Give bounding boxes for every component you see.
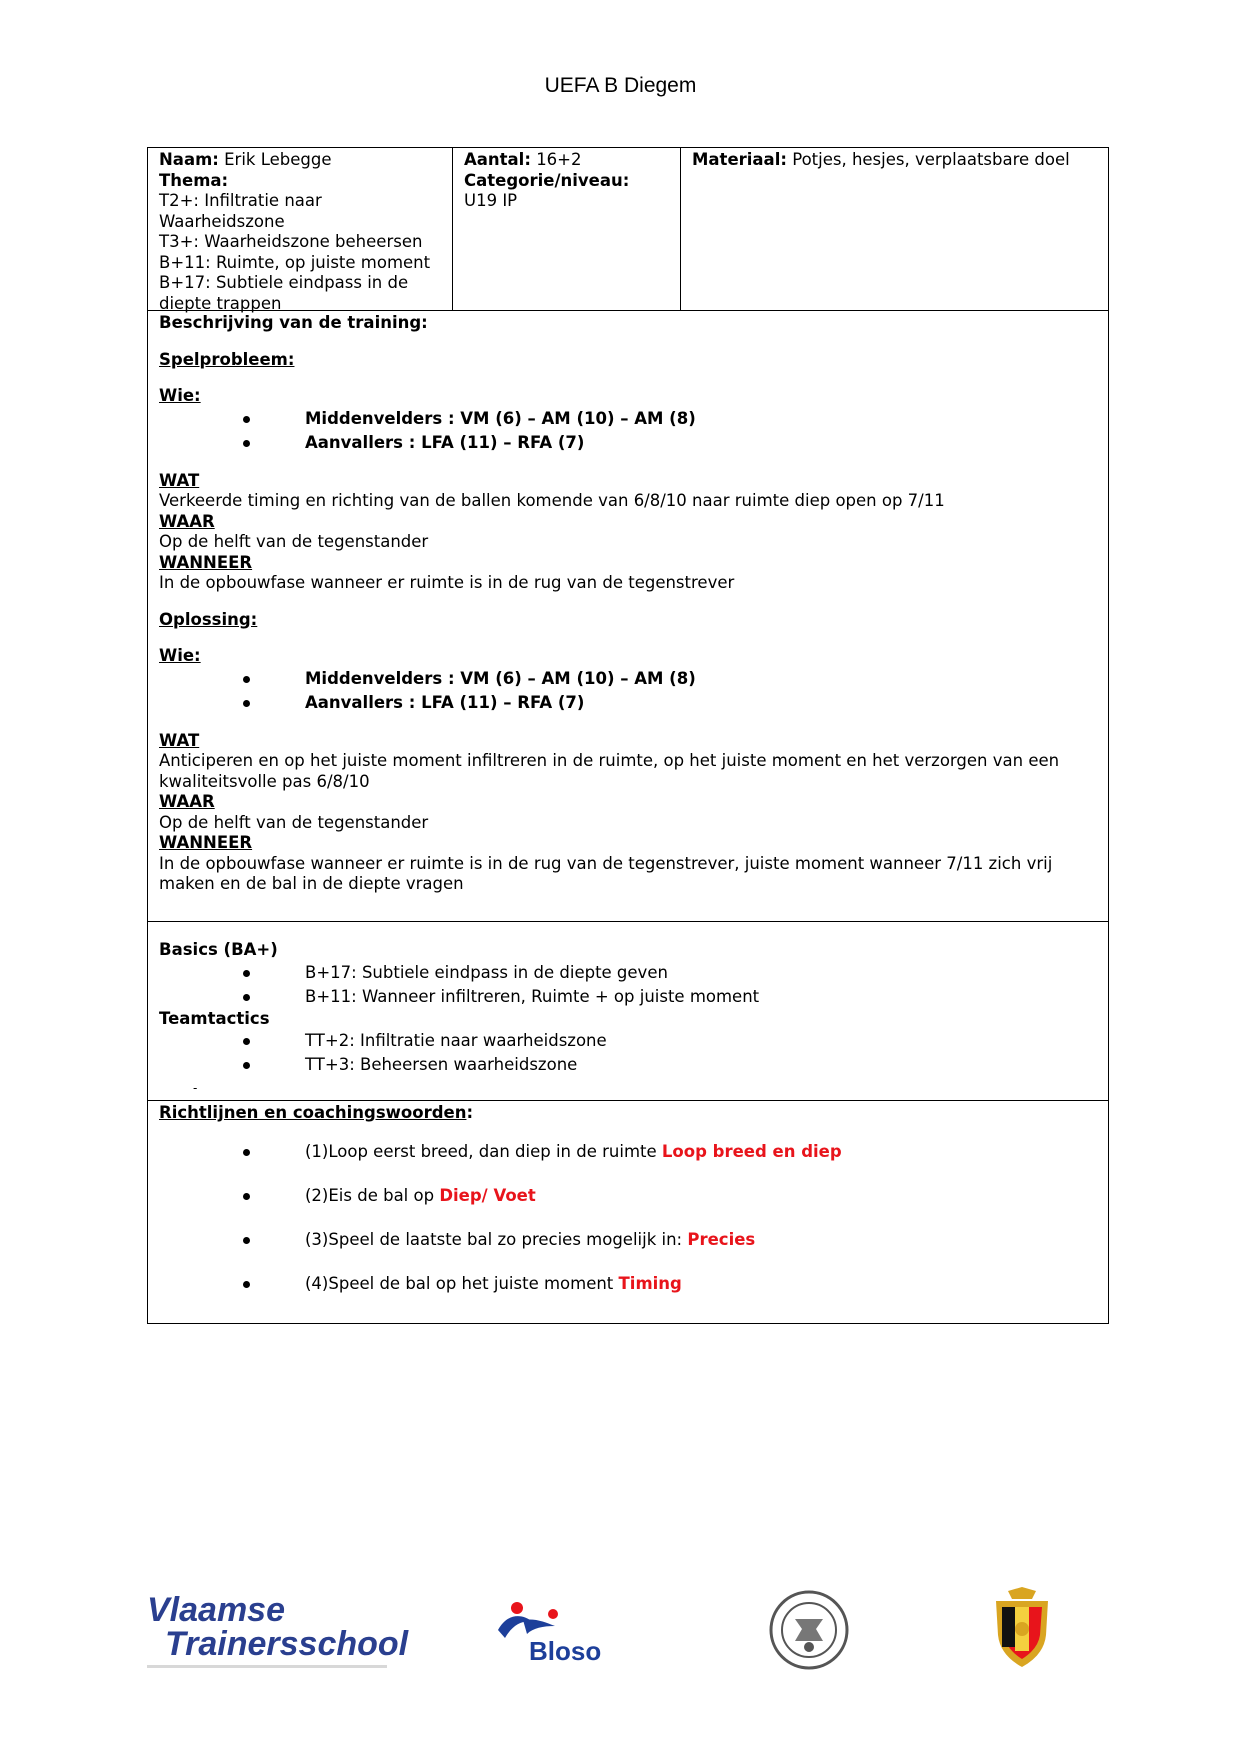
thema-item: B+17: Subtiele eindpass in de diepte trappen	[159, 273, 409, 313]
naam-thema-cell	[148, 148, 453, 313]
list-item	[159, 1184, 1097, 1208]
beschrijving-section	[148, 311, 1108, 922]
info-row	[148, 148, 1108, 311]
teamtactics-list	[159, 1029, 1097, 1077]
coaching-word: Timing	[618, 1273, 682, 1293]
wie-label: Wie:	[159, 386, 201, 405]
list-item: Middenvelders : VM (6) – AM (10) – AM (8)	[159, 667, 1097, 691]
naam-label: Naam:	[159, 150, 219, 169]
waar-text: Op de helft van de tegenstander	[159, 812, 429, 832]
waar-label: WAAR	[159, 511, 215, 531]
coaching-word: Loop breed en diep	[661, 1141, 842, 1161]
oplossing-title: Oplossing:	[159, 609, 258, 629]
vlaamse-trainersschool-logo	[147, 1591, 409, 1673]
beschrijving-title: Beschrijving van de training:	[159, 313, 428, 332]
crest-icon	[988, 1585, 1056, 1673]
vts-line2: Trainersschool	[165, 1625, 409, 1663]
wat-text: Verkeerde timing en richting van de ballen komende van 6/8/10 naar ruimte diep open op 7/11	[159, 491, 945, 510]
richtlijnen-list	[159, 1140, 1097, 1296]
richtlijn-text: (3)Speel de laatste bal zo precies mogelijk in:	[305, 1229, 688, 1249]
richtlijnen-section	[148, 1101, 1108, 1323]
coaching-word: Precies	[687, 1229, 756, 1249]
naam-value: Erik Lebegge	[224, 150, 332, 169]
wie-list	[159, 407, 1097, 455]
richtlijnen-colon: :	[466, 1103, 474, 1122]
training-sheet	[147, 147, 1109, 1324]
materiaal-value: Potjes, hesjes, verplaatsbare doel	[792, 150, 1070, 169]
logo-footer	[0, 1585, 1241, 1675]
aantal-value: 16+2	[536, 150, 582, 169]
richtlijn-text: (1)Loop eerst breed, dan diep in de ruimte	[305, 1141, 662, 1161]
seal-icon	[768, 1589, 850, 1671]
vts-line1: Vlaamse	[147, 1591, 285, 1629]
list-item: B+17: Subtiele eindpass in de diepte geven	[159, 961, 1097, 985]
teamtactics-title: Teamtactics	[159, 1008, 270, 1028]
wat-label: WAT	[159, 470, 200, 490]
federation-seal-logo	[768, 1589, 850, 1671]
richtlijnen-title: Richtlijnen en coachingswoorden	[159, 1103, 467, 1122]
thema-label: Thema:	[159, 170, 229, 190]
wie-label: Wie:	[159, 646, 201, 665]
basics-list	[159, 961, 1097, 1009]
list-item: B+11: Wanneer infiltreren, Ruimte + op juiste moment	[159, 985, 1097, 1009]
categorie-value: U19 IP	[464, 191, 518, 210]
wanneer-label: WANNEER	[159, 833, 253, 852]
thema-item: B+11: Ruimte, op juiste moment	[159, 252, 431, 272]
list-item: TT+2: Infiltratie naar waarheidszone	[159, 1029, 1097, 1053]
wat-label: WAT	[159, 730, 200, 750]
basics-section	[148, 922, 1108, 1101]
waar-text: Op de helft van de tegenstander	[159, 532, 429, 551]
page-header: UEFA B Diegem	[544, 74, 697, 97]
aantal-label: Aantal:	[464, 150, 531, 169]
list-item: Middenvelders : VM (6) – AM (10) – AM (8)	[159, 407, 1097, 431]
wanneer-text: In de opbouwfase wanneer er ruimte is in de rug van de tegenstrever	[159, 573, 735, 592]
waar-label: WAAR	[159, 792, 215, 811]
bloso-logo	[493, 1600, 605, 1670]
list-item: TT+3: Beheersen waarheidszone	[159, 1053, 1097, 1077]
basics-title: Basics (BA+)	[159, 940, 278, 959]
thema-item: T2+: Infiltratie naar Waarheidszone	[159, 191, 322, 231]
spelprobleem-title: Spelprobleem:	[159, 349, 295, 369]
wie-list	[159, 667, 1097, 715]
list-item	[159, 1140, 1097, 1164]
categorie-label: Categorie/niveau:	[464, 170, 630, 190]
richtlijn-text: (2)Eis de bal op	[305, 1185, 440, 1205]
kbvb-crest-logo	[988, 1585, 1056, 1673]
list-item: Aanvallers : LFA (11) – RFA (7)	[159, 431, 1097, 455]
materiaal-label: Materiaal:	[692, 150, 787, 169]
wat-text: Anticiperen en op het juiste moment infiltreren in de ruimte, op het juiste moment en het verzorgen van een kwaliteitsvolle pas 6/8/10	[159, 751, 1060, 791]
bloso-text: Bloso	[529, 1636, 602, 1666]
aantal-cell	[453, 148, 681, 310]
dash-marker: -	[193, 1080, 198, 1095]
wanneer-label: WANNEER	[159, 552, 253, 572]
materiaal-cell	[681, 148, 1108, 310]
coaching-word: Diep/ Voet	[439, 1185, 536, 1205]
list-item	[159, 1228, 1097, 1252]
wanneer-text: In de opbouwfase wanneer er ruimte is in de rug van de tegenstrever, juiste moment wanneer 7/11 zich vrij maken en de bal in de diepte vragen	[159, 853, 1053, 893]
thema-item: T3+: Waarheidszone beheersen	[159, 232, 423, 251]
list-item	[159, 1272, 1097, 1296]
list-item: Aanvallers : LFA (11) – RFA (7)	[159, 691, 1097, 715]
richtlijn-text: (4)Speel de bal op het juiste moment	[305, 1273, 619, 1293]
